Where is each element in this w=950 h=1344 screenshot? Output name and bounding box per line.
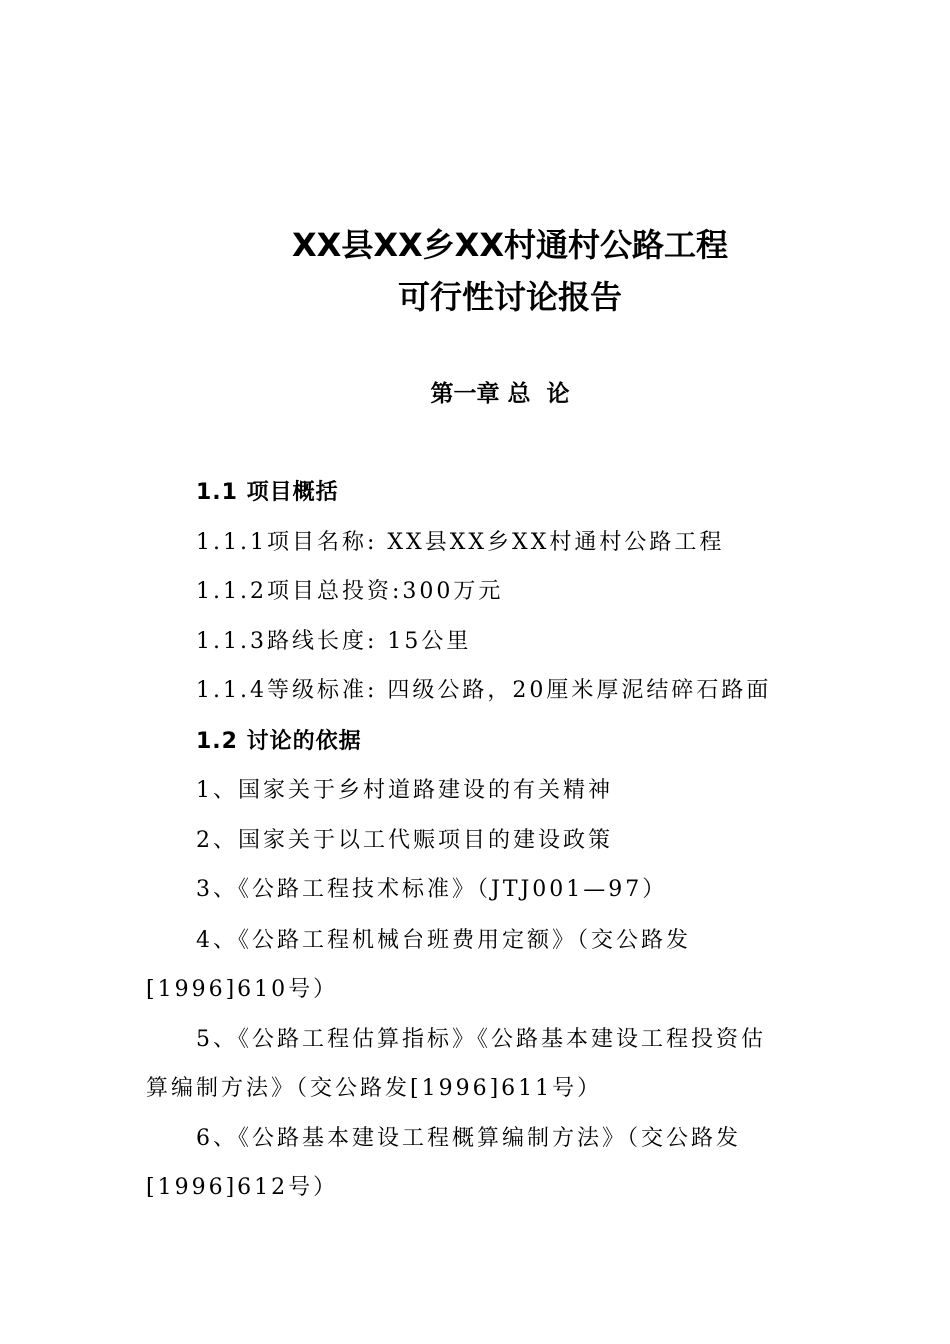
basis-item-3: 3、《公路工程技术标准》（JTJ001—97） xyxy=(196,877,668,902)
document-title-line-2: 可行性讨论报告 xyxy=(397,278,622,316)
project-investment-line: 1.1.2项目总投资:300万元 xyxy=(196,579,504,604)
grade-standard-line: 1.1.4等级标准: 四级公路，20厘米厚泥结碎石路面 xyxy=(196,678,772,703)
chapter-heading: 第一章 总 论 xyxy=(430,381,570,407)
section-heading-1-2: 1.2 讨论的依据 xyxy=(196,729,362,754)
project-name-line: 1.1.1项目名称: XX县XX乡XX村通村公路工程 xyxy=(196,530,725,555)
basis-item-1: 1、国家关于乡村道路建设的有关精神 xyxy=(196,778,613,803)
basis-item-6: 6、《公路基本建设工程概算编制方法》（交公路发 xyxy=(196,1126,741,1151)
basis-item-6-continued: [1996]612号） xyxy=(146,1175,339,1200)
section-heading-1-1: 1.1 项目概括 xyxy=(196,480,339,505)
basis-item-2: 2、国家关于以工代赈项目的建设政策 xyxy=(196,828,613,853)
basis-item-5-continued: 算编制方法》（交公路发[1996]611号） xyxy=(146,1076,603,1101)
basis-item-4-continued: [1996]610号） xyxy=(146,977,339,1002)
basis-item-4: 4、《公路工程机械台班费用定额》（交公路发 xyxy=(196,928,691,953)
basis-item-5: 5、《公路工程估算指标》《公路基本建设工程投资估 xyxy=(196,1027,766,1052)
route-length-line: 1.1.3路线长度: 15公里 xyxy=(196,629,472,654)
document-title-line-1: XX县XX乡XX村通村公路工程 xyxy=(291,226,729,264)
